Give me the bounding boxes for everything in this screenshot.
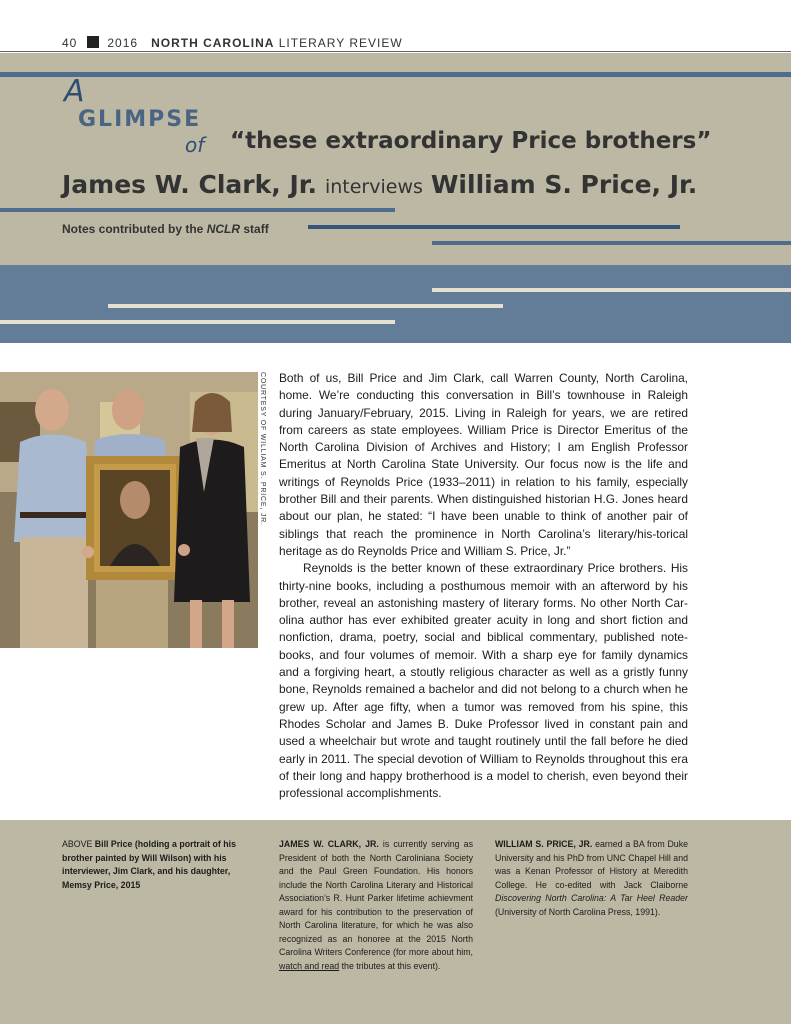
- bio-price-tail: (University of North Carolina Press, 1991).: [495, 906, 661, 917]
- header-rule: [0, 51, 791, 52]
- photo-caption: [62, 838, 250, 892]
- bio-price-text: earned a BA from Duke University and his PhD from UNC Chapel Hill and was a Kenan Professor of History at Meredith College. He co-edited with Jack Claiborne: [495, 839, 688, 890]
- stripe-left: [0, 208, 395, 212]
- title-quote: “these extraordinary Price brothers”: [230, 128, 712, 154]
- paragraph-1: Both of us, Bill Price and Jim Clark, call Warren County, North Carolina, home. We’re conducting this conversation in Bill’s townhouse in Raleigh during January/February, 2015. Living in Raleigh for years, we are retired from careers as state employees. William Price is Director Emeritus of the North Carolina Division of Archives and History; I am English Professor Emeritus at North Carolina State University. Our focus now is the life and writings of Reynolds Price (1933–2011) in relation to his family, especially brother Bill and their parents. When distinguished historian H.G. Jones heard about our plan, he stated: “I have been unable to think of another pair of siblings that reach the prominence in North Carolina’s literary/his-torical heritage as do Reynolds Price and William S. Price, Jr.”: [279, 371, 688, 558]
- notes-journal: NCLR: [206, 222, 241, 236]
- photo-credit-text: COURTESY OF WILLIAM S. PRICE, JR.: [259, 372, 266, 526]
- bio-price: [495, 838, 688, 919]
- bio-clark-name: JAMES W. CLARK, JR.: [279, 839, 379, 849]
- notes-suffix: staff: [243, 222, 269, 236]
- stripe-notes: [308, 225, 680, 229]
- stripe-light-1: [432, 288, 791, 292]
- title-names: [62, 170, 697, 199]
- caption-label: ABOVE: [62, 839, 93, 849]
- bio-clark-text: is currently serving as President of both the North Caroliniana Society and the Paul Green Foundation. His honors include the North Carolina Literary and Historical Association’s R. Hunt Parker lifetime achievment award for his contribution to the preservation of North Carolina literature, for which he was also recognized as an honoree at the 2015 North Carolina Writers Conference (for more about him,: [279, 839, 473, 957]
- watch-and-read-link[interactable]: watch and read: [279, 960, 340, 971]
- stripe-right: [432, 241, 791, 245]
- notes-line: [62, 222, 269, 236]
- square-icon: [87, 36, 99, 48]
- caption-text: Bill Price (holding a portrait of his brother painted by Will Wilson) with his interviewer, Jim Clark, and his daughter, Memsy Price, 2015: [62, 839, 237, 890]
- title-glimpse: GLIMPSE: [78, 107, 202, 132]
- interviews-word: interviews: [324, 176, 423, 198]
- bio-price-name: WILLIAM S. PRICE, JR.: [495, 839, 593, 849]
- title-of: of: [185, 133, 205, 157]
- year: 2016: [107, 36, 139, 50]
- interviewee-name: William S. Price, Jr.: [430, 170, 698, 199]
- journal-name-bold: NORTH CAROLINA: [151, 36, 275, 50]
- notes-prefix: Notes contributed by the: [62, 222, 204, 236]
- stripe-light-3: [0, 320, 395, 324]
- bio-clark-tail: the tributes at this event).: [341, 960, 441, 971]
- article-body: [279, 370, 688, 802]
- journal-name-rest: LITERARY REVIEW: [278, 36, 403, 50]
- stripe-top: [0, 72, 791, 77]
- interviewer-name: James W. Clark, Jr.: [62, 170, 318, 199]
- photo-credit: [255, 372, 267, 526]
- paragraph-2: Reynolds is the better known of these extraordinary Price brothers. His thirty-nine books, including a posthumous memoir with an afterword by his brother, reveal an astonishing mastery of literary forms. No other North Car-olina author has ever exhibited greater acuity in long and short fiction and nonfiction, drama, poetry, social and biblical commentary, published note-books, and four volumes of memoir. With a sharp eye for family dynamics and a forgiving heart, a stoutly religious character as well as a gristly funny bone, Reynolds remained a bachelor and did not belong to a church when he grew up. After age fifty, when a tumor was removed from his spine, this Rhodes Scholar and James B. Duke Professor lived in constant pain and used a wheelchair but wrote and taught routinely until the fall before he died early in 2011. The special devotion of William to Reynolds throughout this era of their long and happy brotherhood is a model to cherish, even beyond their professional accomplishments.: [279, 561, 688, 801]
- running-header: [62, 36, 403, 50]
- bio-clark: [279, 838, 473, 973]
- page-number: 40: [62, 36, 78, 50]
- portrait-photo: [0, 372, 258, 648]
- bio-price-book: Discovering North Carolina: A Tar Heel Reader: [495, 893, 688, 903]
- title-a: A: [64, 74, 85, 109]
- stripe-light-2: [108, 304, 503, 308]
